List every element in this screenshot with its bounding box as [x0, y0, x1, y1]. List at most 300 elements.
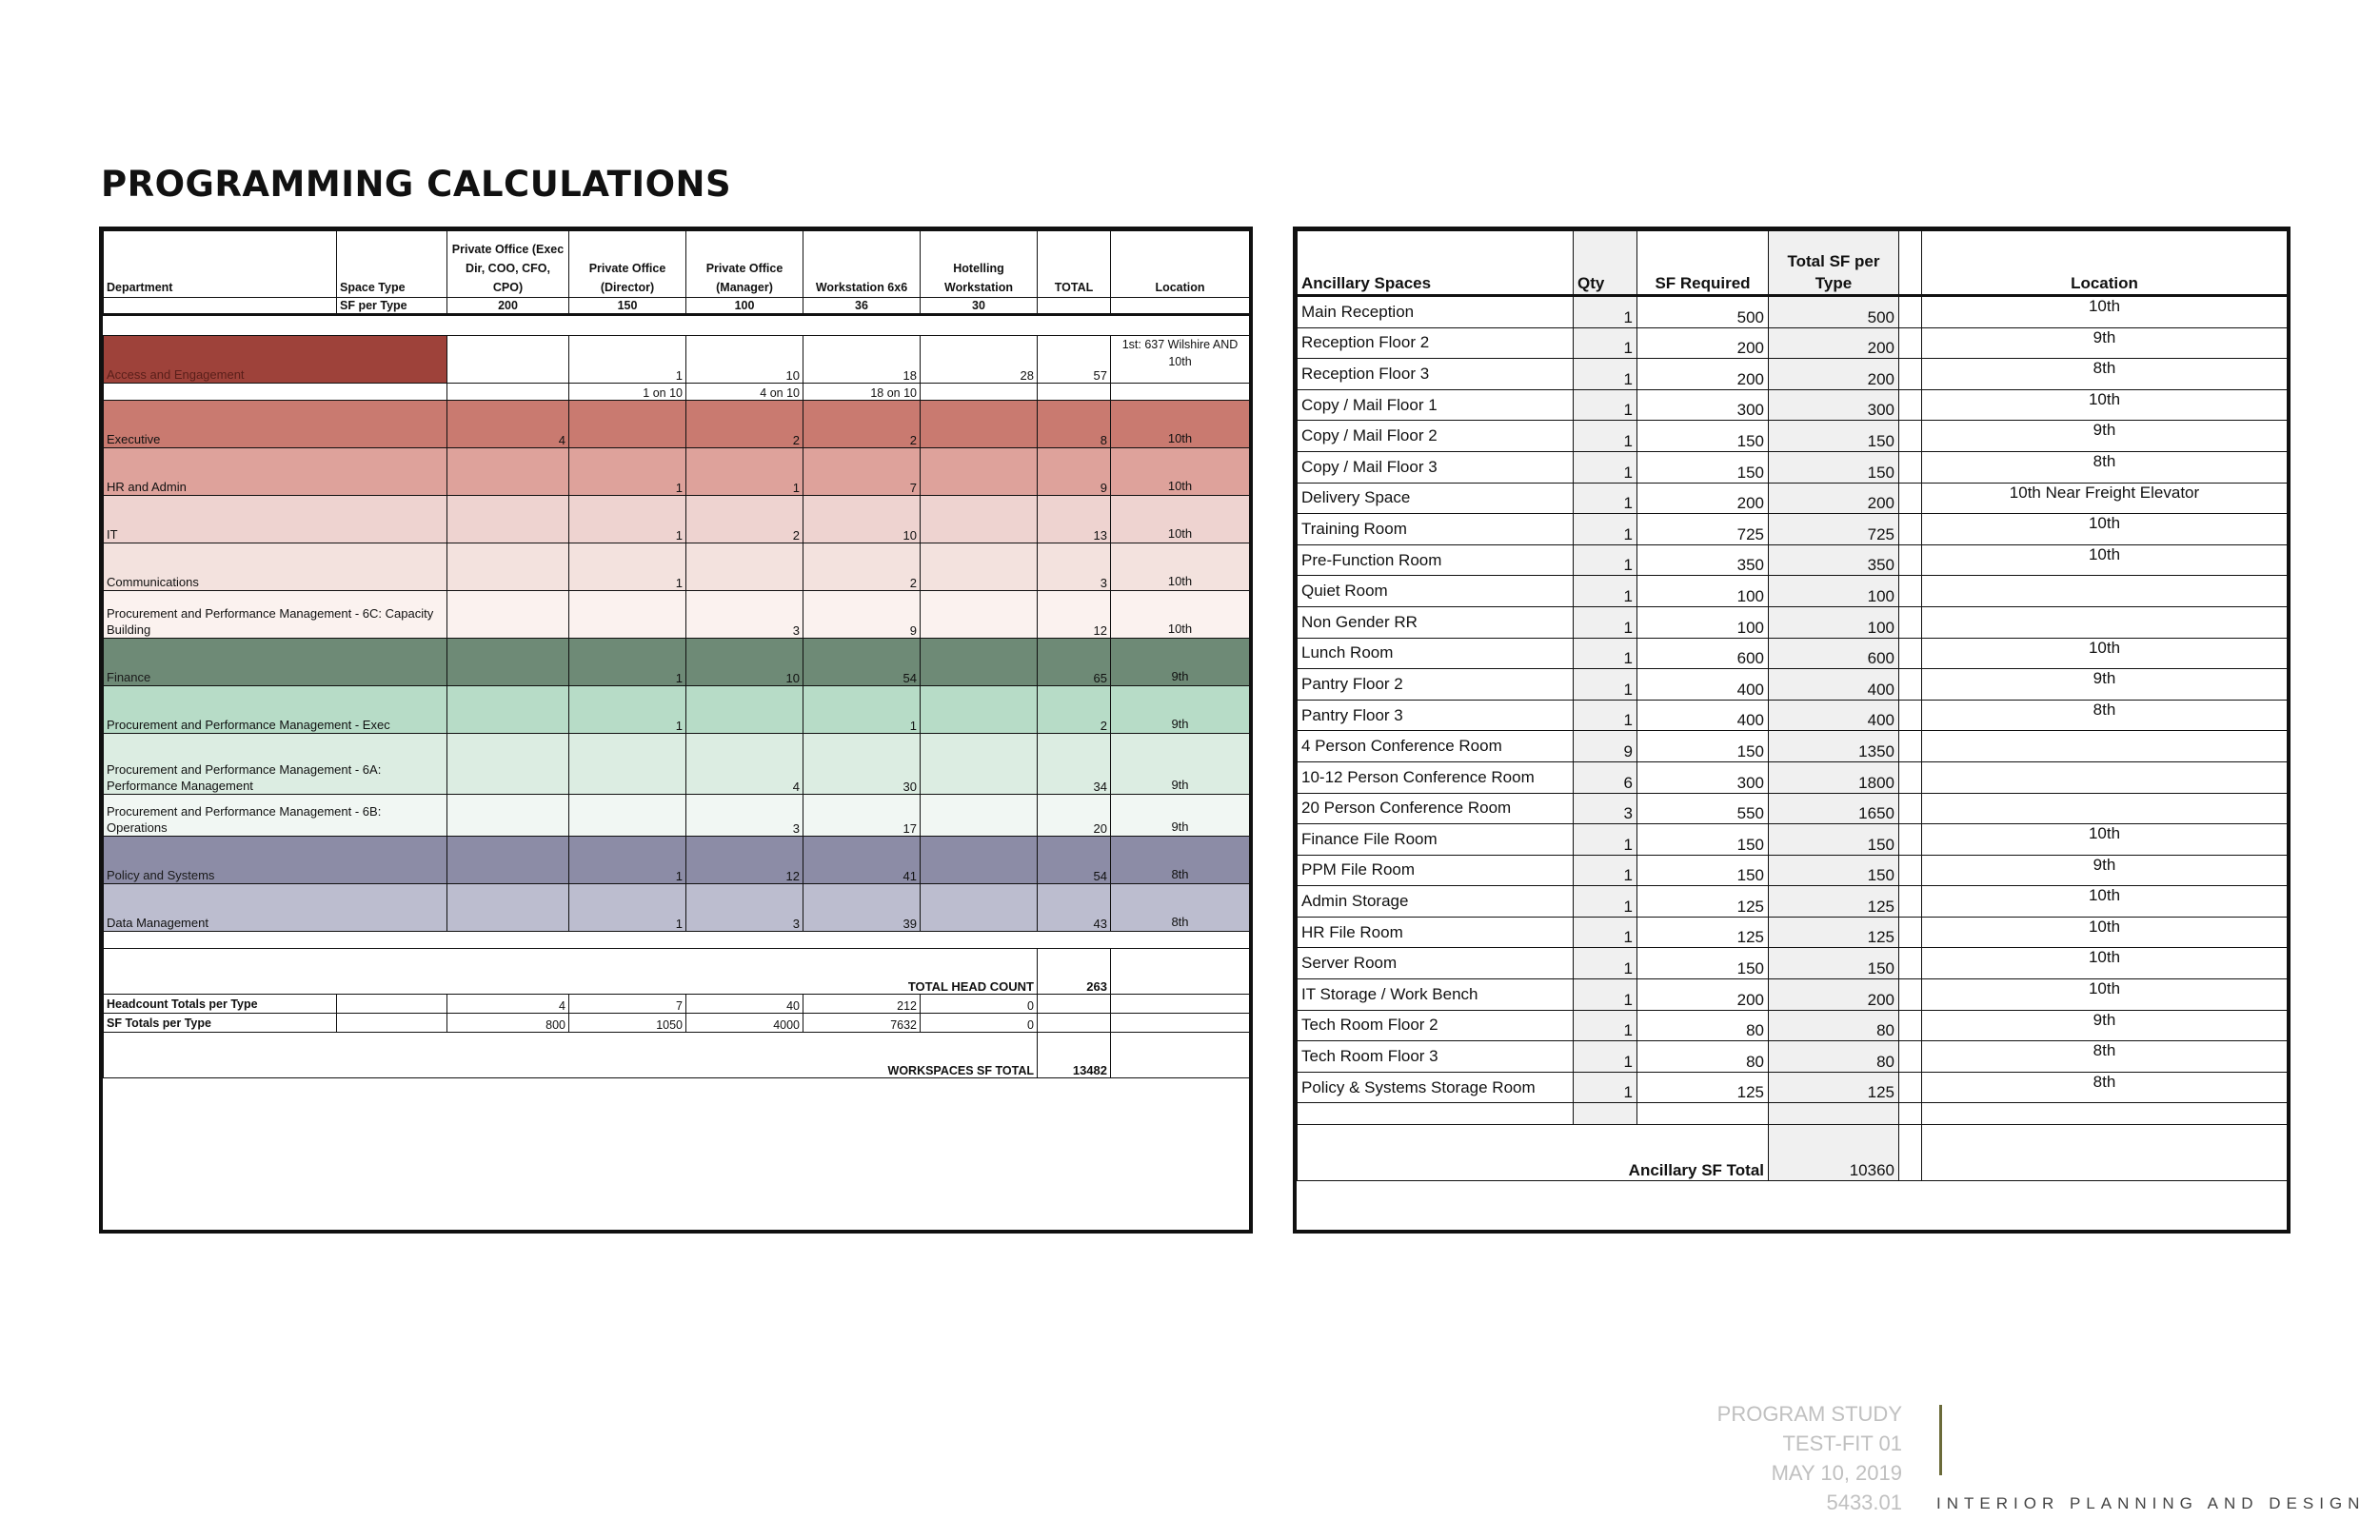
sf-per-type-value: 150 [569, 298, 686, 315]
location-cell: 8th [1922, 1072, 2288, 1103]
location-cell: 9th [1111, 639, 1250, 686]
cell-value: 2 [686, 496, 803, 543]
cell-value: 2 [803, 401, 921, 448]
space-name: Tech Room Floor 2 [1298, 1010, 1574, 1041]
cell-value [686, 543, 803, 591]
project-info [1717, 1399, 1902, 1517]
totals-value: 1050 [569, 1014, 686, 1033]
ancillary-total-value: 10360 [1769, 1125, 1899, 1181]
total-sf-cell: 725 [1769, 514, 1899, 545]
space-name: Pantry Floor 3 [1298, 700, 1574, 731]
programming-table [103, 230, 1250, 1078]
cell-value: 1 [803, 686, 921, 734]
cell-value: 1 on 10 [569, 384, 686, 401]
qty-cell: 1 [1574, 1041, 1637, 1073]
space-name: Server Room [1298, 948, 1574, 979]
sf-per-type-value: 100 [686, 298, 803, 315]
sf-required-cell: 400 [1637, 669, 1769, 701]
cell-value [921, 795, 1038, 837]
header-col: Private Office (Exec Dir, COO, CFO, CPO) [447, 231, 569, 298]
firm-tagline: INTERIOR PLANNING AND DESIGN [1936, 1494, 2366, 1512]
total-head-count-label: TOTAL HEAD COUNT [104, 949, 1038, 995]
cell-value [921, 686, 1038, 734]
table-row [104, 837, 1250, 884]
department-name: Access and Engagement [104, 336, 447, 384]
blank-cell [1574, 1103, 1637, 1125]
cell-value: 4 on 10 [686, 384, 803, 401]
sf-required-cell: 350 [1637, 544, 1769, 576]
department-name: Procurement and Performance Management - 6B: Operations [104, 795, 447, 837]
cell-value: 8 [1038, 401, 1111, 448]
cell-value: 1 [569, 639, 686, 686]
cell-value [569, 401, 686, 448]
qty-cell: 1 [1574, 576, 1637, 607]
blank-cell [1899, 731, 1922, 762]
header-total-sf: Total SF per Type [1769, 231, 1899, 296]
table-row [104, 734, 1250, 795]
workspaces-sf-total-label: WORKSPACES SF TOTAL [104, 1033, 1038, 1078]
ancillary-table [1297, 230, 2288, 1181]
cell-value: 3 [686, 884, 803, 932]
sf-required-cell: 100 [1637, 576, 1769, 607]
blank-cell [1899, 451, 1922, 483]
qty-cell: 1 [1574, 483, 1637, 514]
totals-value: 7632 [803, 1014, 921, 1033]
location-cell: 10th [1922, 544, 2288, 576]
cell-value: 18 [803, 336, 921, 384]
total-sf-cell: 150 [1769, 855, 1899, 886]
qty-cell: 1 [1574, 359, 1637, 390]
qty-cell: 1 [1574, 1010, 1637, 1041]
header-ancillary-spaces: Ancillary Spaces [1298, 231, 1574, 296]
location-cell: 10th [1922, 824, 2288, 856]
blank-cell [1899, 886, 1922, 918]
qty-cell: 1 [1574, 855, 1637, 886]
table-row [1298, 327, 2288, 359]
header-col: Location [1111, 231, 1250, 298]
space-name: Reception Floor 2 [1298, 327, 1574, 359]
space-name: Delivery Space [1298, 483, 1574, 514]
sf-per-type-value: 36 [803, 298, 921, 315]
table-row [104, 543, 1250, 591]
cell-value: 1 [569, 496, 686, 543]
location-cell: 10th [1922, 979, 2288, 1011]
total-sf-cell: 200 [1769, 979, 1899, 1011]
department-name: IT [104, 496, 447, 543]
cell-value [447, 795, 569, 837]
cell-value: 20 [1038, 795, 1111, 837]
blank-cell [1899, 1103, 1922, 1125]
sf-required-cell: 200 [1637, 327, 1769, 359]
total-sf-cell: 100 [1769, 576, 1899, 607]
space-name: 4 Person Conference Room [1298, 731, 1574, 762]
location-cell: 8th [1111, 837, 1250, 884]
total-head-count-value: 263 [1038, 949, 1111, 995]
project-type: PROGRAM STUDY [1716, 1402, 1902, 1426]
totals-value: 40 [686, 995, 803, 1014]
sf-required-cell: 500 [1637, 296, 1769, 328]
workspaces-sf-total-value: 13482 [1038, 1033, 1111, 1078]
cell-value [569, 795, 686, 837]
department-name: Executive [104, 401, 447, 448]
space-name: Copy / Mail Floor 1 [1298, 389, 1574, 421]
blank-cell [1899, 606, 1922, 638]
sf-required-cell: 125 [1637, 886, 1769, 918]
cell-value [921, 884, 1038, 932]
location-cell: 8th [1922, 1041, 2288, 1073]
sf-required-cell: 300 [1637, 761, 1769, 793]
space-name: 20 Person Conference Room [1298, 793, 1574, 824]
cell-value: 4 [447, 401, 569, 448]
cell-value: 13 [1038, 496, 1111, 543]
department-name: Procurement and Performance Management - 6C: Capacity Building [104, 591, 447, 639]
cell-value: 3 [1038, 543, 1111, 591]
sf-required-cell: 150 [1637, 824, 1769, 856]
table-header-row [104, 231, 1250, 298]
qty-cell: 1 [1574, 700, 1637, 731]
sf-required-cell: 550 [1637, 793, 1769, 824]
sf-per-type-value: 30 [921, 298, 1038, 315]
total-sf-cell: 400 [1769, 669, 1899, 701]
location-cell: 10th [1922, 917, 2288, 948]
blank-cell [1038, 298, 1111, 315]
header-department: Department [104, 231, 337, 298]
cell-value: 1 [569, 686, 686, 734]
qty-cell: 1 [1574, 544, 1637, 576]
sf-totals-row [104, 1014, 1250, 1033]
blank-cell [1922, 1125, 2288, 1181]
table-row [1298, 514, 2288, 545]
qty-cell: 1 [1574, 1072, 1637, 1103]
cell-value [921, 734, 1038, 795]
location-cell: 9th [1922, 327, 2288, 359]
space-name: Tech Room Floor 3 [1298, 1041, 1574, 1073]
blank-cell [1899, 948, 1922, 979]
qty-cell: 1 [1574, 451, 1637, 483]
table-row [1298, 359, 2288, 390]
table-row [1298, 389, 2288, 421]
blank-cell [1899, 231, 1922, 296]
cell-value: 43 [1038, 884, 1111, 932]
headcount-totals-row [104, 995, 1250, 1014]
qty-cell: 1 [1574, 824, 1637, 856]
cell-value: 30 [803, 734, 921, 795]
qty-cell: 6 [1574, 761, 1637, 793]
blank-cell [1899, 917, 1922, 948]
location-cell: 10th [1922, 389, 2288, 421]
table-row [104, 384, 1250, 401]
cell-value: 54 [1038, 837, 1111, 884]
cell-value: 3 [686, 591, 803, 639]
totals-value: 4 [447, 995, 569, 1014]
total-sf-cell: 80 [1769, 1041, 1899, 1073]
table-row [1298, 606, 2288, 638]
sf-required-cell: 80 [1637, 1041, 1769, 1073]
spacer-cell [104, 315, 1250, 336]
total-sf-cell: 200 [1769, 327, 1899, 359]
cell-value: 39 [803, 884, 921, 932]
sf-required-cell: 150 [1637, 421, 1769, 452]
cell-value [447, 639, 569, 686]
blank-cell [104, 298, 337, 315]
cell-value [447, 543, 569, 591]
sf-required-cell: 300 [1637, 389, 1769, 421]
cell-value: 1 [569, 837, 686, 884]
blank-cell [1111, 949, 1250, 995]
qty-cell: 1 [1574, 979, 1637, 1011]
cell-value: 7 [803, 448, 921, 496]
totals-value: 800 [447, 1014, 569, 1033]
blank-cell [1899, 1010, 1922, 1041]
cell-value [447, 686, 569, 734]
cell-value: 1 [569, 543, 686, 591]
qty-cell: 1 [1574, 296, 1637, 328]
table-row [104, 591, 1250, 639]
space-name: Main Reception [1298, 296, 1574, 328]
sf-per-type-value: 200 [447, 298, 569, 315]
qty-cell: 1 [1574, 514, 1637, 545]
spacer-row [104, 932, 1250, 949]
cell-value [447, 591, 569, 639]
table-row [1298, 483, 2288, 514]
header-sf-required: SF Required [1637, 231, 1769, 296]
qty-cell: 9 [1574, 731, 1637, 762]
blank-cell [1899, 327, 1922, 359]
table-row [1298, 669, 2288, 701]
location-cell: 9th [1111, 686, 1250, 734]
header-qty: Qty [1574, 231, 1637, 296]
blank-cell [1899, 483, 1922, 514]
header-col: Private Office (Manager) [686, 231, 803, 298]
location-cell: 8th [1111, 884, 1250, 932]
project-number: 5433.01 [1826, 1491, 1902, 1514]
department-name: Procurement and Performance Management - 6A: Performance Management [104, 734, 447, 795]
table-row [1298, 576, 2288, 607]
cell-value: 9 [1038, 448, 1111, 496]
totals-value: 212 [803, 995, 921, 1014]
qty-cell: 1 [1574, 638, 1637, 669]
space-name: Finance File Room [1298, 824, 1574, 856]
space-name: Pre-Function Room [1298, 544, 1574, 576]
footer-divider [1939, 1405, 1942, 1475]
cell-value: 2 [1038, 686, 1111, 734]
location-cell: 9th [1111, 795, 1250, 837]
blank-cell [1899, 576, 1922, 607]
table-row [104, 336, 1250, 384]
sf-required-cell: 100 [1637, 606, 1769, 638]
totals-value: 7 [569, 995, 686, 1014]
cell-value [569, 591, 686, 639]
ancillary-total-label: Ancillary SF Total [1298, 1125, 1769, 1181]
total-sf-cell: 125 [1769, 1072, 1899, 1103]
ancillary-header-row [1298, 231, 2288, 296]
total-sf-cell: 1800 [1769, 761, 1899, 793]
blank-cell [1899, 761, 1922, 793]
cell-value: 17 [803, 795, 921, 837]
blank-cell [1899, 359, 1922, 390]
total-sf-cell: 200 [1769, 483, 1899, 514]
cell-value: 54 [803, 639, 921, 686]
location-cell [1922, 606, 2288, 638]
cell-value [921, 639, 1038, 686]
cell-value [447, 884, 569, 932]
qty-cell: 1 [1574, 948, 1637, 979]
sf-required-cell: 150 [1637, 855, 1769, 886]
totals-value: 4000 [686, 1014, 803, 1033]
space-name: Lunch Room [1298, 638, 1574, 669]
cell-value: 34 [1038, 734, 1111, 795]
blank-cell [1637, 1103, 1769, 1125]
total-sf-cell: 150 [1769, 421, 1899, 452]
table-row [1298, 979, 2288, 1011]
blank-cell [1899, 389, 1922, 421]
cell-value: 1 [569, 448, 686, 496]
cell-value [447, 496, 569, 543]
location-cell: 10th [1111, 448, 1250, 496]
sf-per-type-label: SF per Type [337, 298, 447, 315]
spacer-row [1298, 1103, 2288, 1125]
cell-value: 12 [1038, 591, 1111, 639]
sf-per-type-row [104, 298, 1250, 315]
location-cell: 10th Near Freight Elevator [1922, 483, 2288, 514]
location-cell: 10th [1922, 638, 2288, 669]
space-name: Admin Storage [1298, 886, 1574, 918]
cell-value: 12 [686, 837, 803, 884]
table-row [104, 639, 1250, 686]
blank-cell [1899, 1125, 1922, 1181]
location-cell: 10th [1922, 886, 2288, 918]
department-name: Procurement and Performance Management - Exec [104, 686, 447, 734]
space-name: Non Gender RR [1298, 606, 1574, 638]
cell-value [921, 837, 1038, 884]
department-name [104, 384, 447, 401]
cell-value: 2 [803, 543, 921, 591]
project-date: MAY 10, 2019 [1771, 1461, 1902, 1485]
blank-cell [1038, 995, 1111, 1014]
location-cell [1922, 793, 2288, 824]
space-name: PPM File Room [1298, 855, 1574, 886]
blank-cell [1111, 1014, 1250, 1033]
totals-label: Headcount Totals per Type [104, 995, 337, 1014]
table-row [1298, 296, 2288, 328]
sf-required-cell: 150 [1637, 451, 1769, 483]
table-row [1298, 451, 2288, 483]
header-location: Location [1922, 231, 2288, 296]
sf-required-cell: 80 [1637, 1010, 1769, 1041]
location-cell: 9th [1922, 421, 2288, 452]
qty-cell: 1 [1574, 389, 1637, 421]
cell-value: 10 [803, 496, 921, 543]
space-name: Pantry Floor 2 [1298, 669, 1574, 701]
total-sf-cell: 400 [1769, 700, 1899, 731]
header-col: Private Office (Director) [569, 231, 686, 298]
blank-cell [337, 1014, 447, 1033]
table-row [1298, 1072, 2288, 1103]
cell-value: 41 [803, 837, 921, 884]
blank-cell [1899, 700, 1922, 731]
blank-cell [1899, 296, 1922, 328]
blank-cell [1899, 793, 1922, 824]
sf-required-cell: 150 [1637, 948, 1769, 979]
sf-required-cell: 600 [1637, 638, 1769, 669]
location-cell [1922, 761, 2288, 793]
total-sf-cell: 300 [1769, 389, 1899, 421]
qty-cell: 1 [1574, 669, 1637, 701]
table-row [104, 686, 1250, 734]
cell-value [569, 734, 686, 795]
table-row [104, 496, 1250, 543]
space-name: Training Room [1298, 514, 1574, 545]
table-row [1298, 544, 2288, 576]
cell-value [921, 591, 1038, 639]
cell-value: 9 [803, 591, 921, 639]
department-name: Communications [104, 543, 447, 591]
workspaces-sf-total-row [104, 1033, 1250, 1078]
location-cell: 9th [1922, 855, 2288, 886]
cell-value [921, 401, 1038, 448]
total-sf-cell: 500 [1769, 296, 1899, 328]
total-sf-cell: 150 [1769, 948, 1899, 979]
department-name: Policy and Systems [104, 837, 447, 884]
header-col: TOTAL [1038, 231, 1111, 298]
table-row [104, 795, 1250, 837]
total-sf-cell: 150 [1769, 824, 1899, 856]
total-sf-cell: 80 [1769, 1010, 1899, 1041]
cell-value: 1 [569, 336, 686, 384]
table-row [1298, 1010, 2288, 1041]
table-row [1298, 948, 2288, 979]
cell-value: 57 [1038, 336, 1111, 384]
sf-required-cell: 150 [1637, 731, 1769, 762]
table-row [1298, 855, 2288, 886]
page-title: PROGRAMMING CALCULATIONS [101, 164, 732, 205]
cell-value: 1 [569, 884, 686, 932]
location-cell: 10th [1111, 401, 1250, 448]
total-sf-cell: 125 [1769, 917, 1899, 948]
project-phase: TEST-FIT 01 [1782, 1431, 1902, 1455]
total-sf-cell: 1650 [1769, 793, 1899, 824]
ancillary-total-row [1298, 1125, 2288, 1181]
blank-cell [1899, 1041, 1922, 1073]
department-name: HR and Admin [104, 448, 447, 496]
location-cell: 10th [1111, 496, 1250, 543]
table-row [104, 401, 1250, 448]
total-head-count-row [104, 949, 1250, 995]
space-name: Reception Floor 3 [1298, 359, 1574, 390]
blank-cell [1899, 1072, 1922, 1103]
cell-value [447, 384, 569, 401]
table-row [1298, 731, 2288, 762]
sf-required-cell: 200 [1637, 483, 1769, 514]
table-row [1298, 421, 2288, 452]
cell-value [447, 734, 569, 795]
blank-cell [337, 995, 447, 1014]
blank-cell [1899, 669, 1922, 701]
department-name: Data Management [104, 884, 447, 932]
location-cell [1922, 731, 2288, 762]
location-cell: 1st: 637 Wilshire AND 10th [1111, 336, 1250, 384]
totals-value: 0 [921, 1014, 1038, 1033]
header-space-type: Space Type [337, 231, 447, 298]
space-name: HR File Room [1298, 917, 1574, 948]
total-sf-cell: 150 [1769, 451, 1899, 483]
blank-cell [1899, 421, 1922, 452]
table-row [1298, 917, 2288, 948]
cell-value: 1 [686, 448, 803, 496]
cell-value [1038, 384, 1111, 401]
location-cell [1111, 384, 1250, 401]
cell-value: 2 [686, 401, 803, 448]
